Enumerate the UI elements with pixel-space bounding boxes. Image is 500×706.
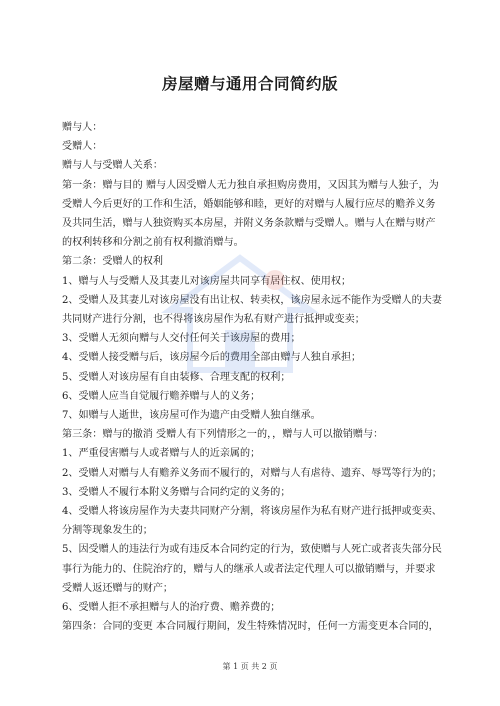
text-line: 6、受赠人应当自觉履行赡养赠与人的义务； bbox=[62, 390, 261, 402]
text-line: 6、受赠人拒不承担赠与人的治疗费、赡养费的； bbox=[62, 602, 281, 614]
text-line: 受赠人： bbox=[62, 141, 103, 153]
text-line: 及共同生活，赠与人独资购买本房屋，并附义务条款赠与受赠人。赠与人在赠与财产 bbox=[62, 218, 436, 230]
text-line: 2、受赠人及其妻儿对该房屋没有出让权、转卖权，该房屋永远不能作为受赠人的夫妻 bbox=[62, 294, 442, 306]
text-line: 共同财产进行分割，也不得将该房屋作为私有财产进行抵押或变卖； bbox=[62, 314, 365, 326]
document-title: 房屋赠与通用合同简约版 bbox=[161, 74, 338, 93]
text-line: 3、受赠人不履行本附义务赠与合同约定的义务的； bbox=[62, 486, 291, 498]
document-body bbox=[62, 118, 440, 636]
text-line: 3、受赠人无须向赠与人交付任何关于该房屋的费用； bbox=[62, 333, 301, 345]
text-line: 事行为能力的、住院治疗的，赠与人的继承人或者法定代理人可以撤销赠与，并要求 bbox=[62, 563, 436, 575]
text-line: 7、如赠与人逝世，该房屋可作为遗产由受赠人独自继承。 bbox=[62, 410, 321, 422]
text-line: 分割等现象发生的； bbox=[62, 525, 153, 537]
text-line: 5、受赠人对该房屋有自由装修、合理支配的权利； bbox=[62, 371, 291, 383]
text-line: 第三条：赠与的撤消 受赠人有下列情形之一的，，赠与人可以撤销赠与： bbox=[62, 429, 384, 441]
text-line: 第四条：合同的变更 本合同履行期间，发生特殊情况时，任何一方需变更本合同的， bbox=[62, 621, 439, 633]
text-line: 5、因受赠人的违法行为或有违反本合同约定的行为，致使赠与人死亡或者丧失部分民 bbox=[62, 544, 442, 556]
text-line: 4、受赠人将该房屋作为夫妻共同财产分割，将该房屋作为私有财产进行抵押或变卖、 bbox=[62, 506, 442, 518]
text-line: 受赠人今后更好的工作和生活，婚姻能够和睦，更好的对赠与人履行应尽的赡养义务 bbox=[62, 198, 436, 210]
text-line: 第二条：受赠人的权利 bbox=[62, 256, 163, 268]
text-line: 1、赠与人与受赠人及其妻儿对该房屋共同享有居住权、使用权； bbox=[62, 275, 352, 287]
text-line: 2、受赠人对赠与人有赡养义务而不履行的，对赠与人有虐待、遗弃、辱骂等行为的； bbox=[62, 467, 442, 479]
text-line: 第一条：赠与目的 赠与人因受赠人无力独自承担购房费用，又因其为赠与人独子，为 bbox=[62, 179, 439, 191]
page-number: 第 1 页 共 2 页 bbox=[222, 662, 278, 671]
text-line: 1、严重侵害赠与人或者赠与人的近亲属的； bbox=[62, 448, 261, 460]
text-line: 赠与人与受赠人关系： bbox=[62, 160, 163, 172]
text-line: 的权利转移和分割之前有权利撤消赠与。 bbox=[62, 237, 244, 249]
text-line: 赠与人： bbox=[62, 122, 103, 133]
text-line: 受赠人返还赠与的财产； bbox=[62, 582, 174, 594]
text-line: 4、受赠人接受赠与后，该房屋今后的费用全部由赠与人独自承担； bbox=[62, 352, 362, 364]
